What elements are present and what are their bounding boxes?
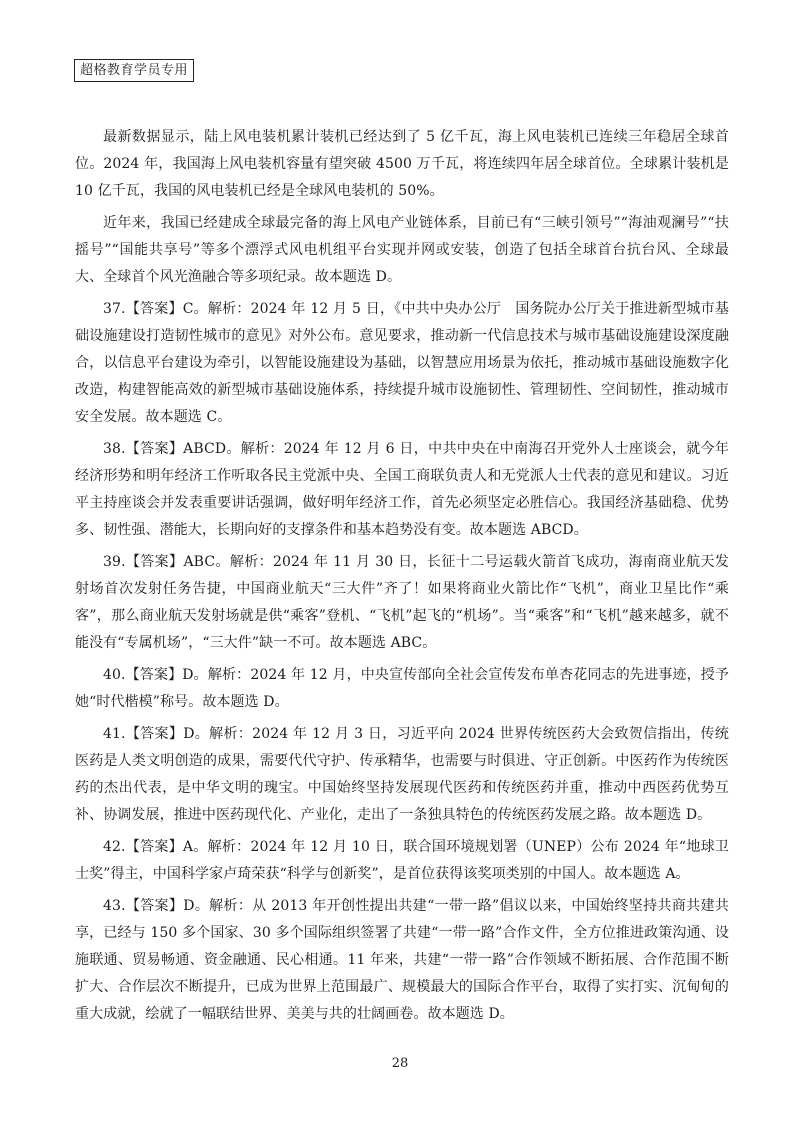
document-body (75, 124, 729, 1033)
answer-37: 37.【答案】C。解析：2024 年 12 月 5 日，《中共中央办公厅 国务院办公厅关于推进新型城市基础设施建设打造韧性城市的意见》对外公布。意见要求，推动新一代信息技术与城市基础设施建设深度融合，以信息平台建设为牵引，以智能设施建设为基础，以智慧应用场景为依托，推动城市基础设施数字化改造，构建智能高效的新型城市基础设施体系，持续提升城市设施韧性、管理韧性、空间韧性，推动城市安全发展。故本题选 C。 (75, 301, 729, 425)
page-number: 28 (391, 1056, 409, 1071)
answer-41: 41.【答案】D。解析：2024 年 12 月 3 日，习近平向 2024 世界传统医药大会致贺信指出，传统医药是人类文明创造的成果，需要代代守护、传承精华，也需要与时俱进、守正创新。中医药作为传统医药的杰出代表，是中华文明的瑰宝。中国始终坚持发展现代医药和传统医药并重，推动中西医药优势互补、协调发展，推进中医药现代化、产业化，走出了一条独具特色的传统医药发展之路。故本题选 D。 (75, 726, 729, 823)
header-label: 超格教育学员专用 (74, 59, 194, 82)
answer-43: 43.【答案】D。解析：从 2013 年开创性提出共建“一带一路”倡议以来，中国始终坚持共商共建共享，已经与 150 多个国家、30 多个国际组织签署了共建“一带一路”合作文件，全方位推进政策沟通、设施联通、贸易畅通、资金融通、民心相通。11 年来，共建“一带一路”合作领域不断拓展、合作范围不断扩大、合作层次不断提升，已成为世界上范围最广、规模最大的国际合作平台，取得了实打实、沉甸甸的重大成就，绘就了一幅联结世界、美美与共的壮阔画卷。故本题选 D。 (75, 898, 729, 1022)
answer-39: 39.【答案】ABC。解析：2024 年 11 月 30 日，长征十二号运载火箭首飞成功，海南商业航天发射场首次发射任务告捷，中国商业航天“三大件”齐了！如果将商业火箭比作“飞机”，商业卫星比作“乘客”，那么商业航天发射场就是供“乘客”登机、“飞机”起飞的“机场”。当“乘客”和“飞机”越来越多，就不能没有“专属机场”，“三大件”缺一不可。故本题选 ABC。 (75, 554, 729, 651)
paragraph-wind-power-industry: 近年来，我国已经建成全球最完备的海上风电产业链体系，目前已有“三峡引领号”“海油观澜号”“扶摇号”“国能共享号”等多个漂浮式风电机组平台实现并网或安装，创造了包括全球首台抗台风、全球最大、全球首个风光渔融合等多项纪录。故本题选 D。 (75, 215, 729, 285)
answer-38: 38.【答案】ABCD。解析：2024 年 12 月 6 日，中共中央在中南海召开党外人士座谈会，就今年经济形势和明年经济工作听取各民主党派中央、全国工商联负责人和无党派人士代表的意见和建议。习近平主持座谈会并发表重要讲话强调，做好明年经济工作，首先必须坚定必胜信心。我国经济基础稳、优势多、韧性强、潜能大，长期向好的支撑条件和基本趋势没有变。故本题选 ABCD。 (75, 441, 729, 538)
answer-42: 42.【答案】A。解析：2024 年 12 月 10 日，联合国环境规划署（UNEP）公布 2024 年“地球卫士奖”得主，中国科学家卢琦荣获“科学与创新奖”，是首位获得该奖项类别的中国人。故本题选 A。 (75, 839, 729, 882)
paragraph-wind-power-data: 最新数据显示，陆上风电装机累计装机已经达到了 5 亿千瓦，海上风电装机已连续三年稳居全球首位。2024 年，我国海上风电装机容量有望突破 4500 万千瓦，将连续四年居全球首位。全球累计装机是 10 亿千瓦，我国的风电装机已经是全球风电装机的 50%。 (75, 129, 729, 199)
answer-40: 40.【答案】D。解析：2024 年 12 月，中央宣传部向全社会宣传发布单杏花同志的先进事迹，授予她“时代楷模”称号。故本题选 D。 (75, 667, 729, 710)
